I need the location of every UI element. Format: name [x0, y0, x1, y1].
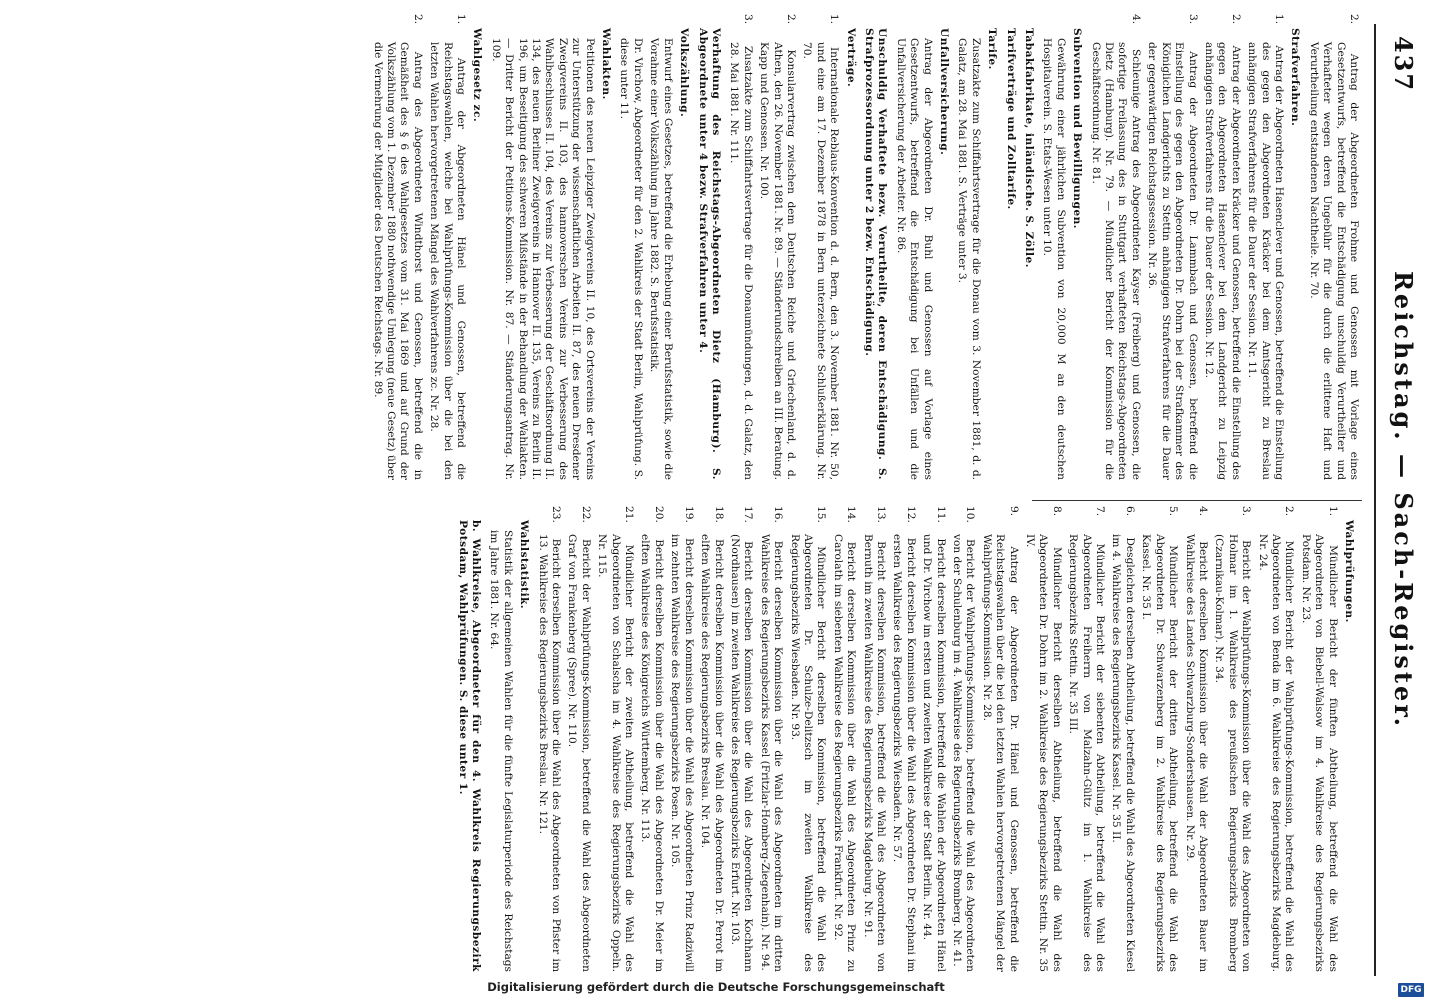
- page-number: 437: [1389, 36, 1418, 93]
- section-heading: Strafverfahren.: [1289, 28, 1302, 127]
- entry-number: 20.: [652, 506, 665, 523]
- entry-number: 17.: [742, 506, 755, 523]
- section-heading: Wahlstatistik.: [518, 520, 531, 610]
- entry-text: Bericht derselben Kommission, betreffend die Wahl des Abgeordneten von Bernuth im zweiten Wahlkreise des Regierungsbezirks Magdeburg. Nr. 91.: [861, 534, 887, 973]
- section-heading: Wahlprüfungen.: [1343, 520, 1355, 623]
- entry-number: 22.: [579, 506, 592, 523]
- entry-text: Bericht derselben Kommission über die Wahl des Abgeordneten Kochhann (Nordhausen) im zweiten Wahlkreise des Regierungsbezirks Erfurt. Nr. 103.: [728, 534, 755, 972]
- entry-text: Bericht der Wahlprüfungs-Kommission, betreffend die Wahl des Abgeordneten Graf von Frankenberg (Spree). Nr. 110.: [566, 534, 592, 972]
- register-entry: [638, 506, 665, 973]
- register-entry: [595, 506, 636, 972]
- right-column: [452, 506, 1360, 973]
- entry-number: 5.: [1167, 506, 1180, 517]
- register-entry: [757, 14, 797, 480]
- entry-number: 18.: [712, 506, 725, 523]
- register-entry: [757, 506, 785, 973]
- entry-number: 4.: [1129, 14, 1142, 25]
- register-note: Petitionen des neuen Leipziger Zweigvereins II. 10, des Ortsvereins der Vereins zur Unterstützung der wissenschaftlichen Arbeiten II. 87, des neuen Dresdener Zweigvereins II. 103, des hannoverschen Vereins zur Verbesserung des Wahlbeschlusses II. 104, des Vereins zur Verbesserung der Geschäftsordnung II. 134, des neuen Berliner Zweigvereins in Hannover II. 135, Vereins zu Berlin II. 196, um Beseitigung des schweren Mißstände in der Behandlung der Wahlakten. — Dritter Bericht der Petitions-Kommission. Nr. 87. — Ständerungsantrag. Nr. 109.: [489, 38, 596, 480]
- register-entry: [1245, 14, 1285, 480]
- entry-text: Konsularvertrag zwischen dem Deutschen Reiche und Griechenland, d. d. Athen, den 26. November 1881. Nr. 89. — Ständerundschreiben an III. Beratung. Kapp und Genossen. Nr. 100.: [758, 42, 797, 480]
- entry-number: 1.: [455, 14, 468, 25]
- register-entry: [1202, 14, 1242, 480]
- section-heading: Verhaftung des Reichstags-Abgeordneten Dietz (Hamburg). S. Abgeordnete unter 4 bezw. Strafverfahren unter 4.: [696, 28, 722, 480]
- entry-number: 1.: [1272, 14, 1285, 25]
- section-heading: Subvention und Bewilligungen.: [1071, 28, 1084, 229]
- register-note: Statistik der allgemeinen Wahlen für die fünfte Legislaturperiode des Reichstags im Jahre 1881. Nr. 64.: [488, 530, 514, 972]
- entry-text: Antrag der Abgeordneten Frohme und Genossen mit Vorlage eines Gesetzentwurfs, betreffend die Entschädigung unschuldig Verurtheilter und Verhafteter wegen deren Ungebühr für die durch die erlittene Haft und Verurtheilung entstandenen Nachtheile. Nr. 70.: [1307, 42, 1360, 480]
- dfg-logo: DFG: [1398, 983, 1424, 997]
- register-entry: [1212, 506, 1253, 972]
- entry-number: 15.: [815, 506, 828, 523]
- entry-text: Schleunige Antrag des Abgeordneten Kayser (Freiberg) und Genossen, die sofortige Freilassung des in Stuttgart verhafteten Reichstags-Abgeordneten Dietz (Hamburg). Nr. 79. — Mündlicher Bericht der Kommission für die Geschäftsordnung. Nr. 81.: [1089, 42, 1142, 480]
- entry-text: Antrag der Abgeordneten Hänel und Genossen, betreffend die Reichstagswahlen, welche bei Wahlprüfungs-Kommission über die bei den letzten Wahlen hervorgetretenen Mängel des Wahlverfahrens zc. Nr. 28.: [428, 42, 468, 481]
- register-entry: [1139, 506, 1180, 972]
- register-entry: [427, 14, 468, 481]
- entry-number: 6.: [1123, 506, 1136, 517]
- entry-text: Mündlicher Bericht der zweiten Abtheilung, betreffend die Wahl des Abgeordneten von Schalscha im 4. Wahlkreise des Regierungsbezirks Oppeln. Nr. 115.: [596, 534, 636, 972]
- entry-text: Internationale Reblaus-Konvention d. d. Bern, den 3. November 1881. Nr. 50, und eine am 17. Dezember 1878 in Bern unterzeichnete Schlußerklärung. Nr. 70.: [801, 42, 841, 480]
- entry-text: Bericht der Wahlprüfungs-Kommission über die Wahl des Abgeordneten von Holmar im 1. Wahlkreise des preußischen Regierungsbezirks Bromberg (Czarnikau-Kolmar). Nr. 34.: [1213, 534, 1253, 972]
- register-entry: [1109, 506, 1136, 972]
- register-entry: [890, 506, 917, 972]
- entry-number: 3.: [741, 14, 754, 25]
- register-entry: [1298, 506, 1339, 972]
- entry-text: Antrag der Abgeordneten Hasenclever und Genossen, betreffend die Einstellung des gegen den Abgeordneten Kräcker bei dem Amtsgericht zu Breslau anhängigen Strafverfahrens für die Dauer der Session. Nr. 11.: [1246, 42, 1285, 480]
- register-entry: [727, 14, 754, 480]
- section-heading: Verträge.: [844, 28, 857, 88]
- register-entry: [787, 506, 828, 972]
- section-heading: Wahlgesetz zc.: [471, 28, 484, 123]
- column-rule: [1032, 500, 1362, 501]
- register-entry: [1088, 14, 1142, 480]
- running-head: Reichstag. — Sach-Register.: [1389, 270, 1418, 730]
- entry-text: Mündlicher Bericht derselben Kommission, betreffend die Wahl des Abgeordneten Dr. Schulze-Delitzsch im zweiten Wahlkreise des Regierungsbezirks Wiesbaden. Nr. 93.: [788, 534, 828, 972]
- header-rule: [1374, 24, 1376, 976]
- register-entry: [979, 506, 1020, 973]
- entry-number: 2.: [1229, 14, 1242, 25]
- entry-number: 19.: [682, 506, 695, 523]
- register-entry: [830, 506, 858, 972]
- register-entry: [728, 506, 755, 972]
- entry-number: 2.: [784, 14, 797, 25]
- section-heading: b. Wahlkreise, Abgeordneter für den 4. Wahlkreis Regierungsbezirk Potsdam, Wahlprüfungen. S. diese unter 1.: [456, 520, 483, 972]
- section-heading: Tabakfabrikate, inländische. S. Zölle.: [1023, 28, 1036, 268]
- register-entry: [668, 506, 695, 972]
- entry-number: 7.: [1094, 506, 1107, 517]
- entry-text: Bericht derselben Kommission über die Wahl der Abgeordneten Bauer im Wahlkreise des Landes Schwarzburg-Sondershausen. Nr. 29.: [1183, 534, 1209, 972]
- entry-text: Antrag der Abgeordneten Dr. Hänel und Genossen, betreffend die Reichstagswahlen über die bei den letzten Wahlen hervorgetretenen Mängel der Wahlprüfungs-Kommission. Nr. 28.: [980, 534, 1020, 973]
- digitization-credit: Digitalisierung gefördert durch die Deutsche Forschungsgemeinschaft: [487, 980, 945, 994]
- register-entry: [565, 506, 592, 972]
- entry-number: 13.: [875, 506, 887, 523]
- section-heading: Tarifverträge und Zolltarife.: [1004, 28, 1017, 210]
- entry-number: 4.: [1196, 506, 1209, 517]
- entry-number: 3.: [1240, 506, 1253, 517]
- entry-number: 1.: [1326, 506, 1339, 517]
- register-note: Entwurf eines Gesetzes, betreffend die Erhebung einer Berufsstatistik, sowie die Vorahme einer Volkszählung im Jahre 1882. S. Berufsstatistik.: [648, 38, 674, 480]
- register-entry: [1066, 506, 1107, 972]
- register-entry: [800, 14, 841, 480]
- entry-text: Bericht derselben Kommission über die Wahl des Abgeordneten Dr. Stephani im ersten Wahlkreise des Regierungsbezirks Wiesbaden. Nr. 57.: [891, 534, 917, 972]
- register-entry: [1182, 506, 1209, 972]
- register-entry: [1255, 506, 1296, 972]
- entry-number: 2.: [1348, 14, 1360, 25]
- register-entry: [950, 506, 977, 972]
- entry-number: 11.: [934, 506, 947, 523]
- entry-text: Bericht der Wahlprüfungs-Kommission, betreffend die Wahl des Abgeordneten von der Schulenburg im 4. Wahlkreise des Regierungsbezirks Bromberg. Nr. 41.: [951, 534, 977, 972]
- entry-text: Mündlicher Bericht der fünften Abtheilung, betreffend die Wahl des Abgeordneten von Biebell-Walsow im 4. Wahlkreise des Regierungsbezirks Potsdam. Nr. 23.: [1299, 534, 1339, 972]
- register-entry: [1145, 14, 1199, 480]
- entry-number: 12.: [904, 506, 917, 523]
- register-note: Antrag der Abgeordneten Dr. Buhl und Genossen auf Vorlage eines Gesetzentwurfs, betreffend die Entschädigung bei Unfällen und die Unfallversicherung der Arbeiter. Nr. 86.: [894, 38, 934, 480]
- entry-text: Zusatzakte zum Schiffahrtsvertrage für die Donaumündungen, d. d. Galatz, den 28. Mai 1881. Nr. 111.: [728, 42, 754, 480]
- entry-text: Mündlicher Bericht der Wahlprüfungs-Kommission, betreffend die Wahl des Abgeordneten von Benda im 6. Wahlkreise des Regierungsbezirks Magdeburg. Nr. 24.: [1256, 534, 1296, 972]
- entry-text: Bericht derselben Kommission über die Wahl des Abgeordneten Dr. Perrot im elften Wahlkreise des Regierungsbezirks Breslau. Nr. 104.: [699, 534, 725, 972]
- entry-text: Bericht derselben Kommission über die Wahl des Abgeordneten Dr. Meier im elften Wahlkreise des Königreichs Württemberg. Nr. 113.: [639, 534, 665, 973]
- entry-number: 14.: [845, 506, 858, 523]
- entry-number: 2.: [1283, 506, 1296, 517]
- entry-number: 10.: [964, 506, 977, 523]
- register-note: Dr. Virchow, Abgeordneter für den 2. Wahlkreis der Stadt Berlin, Wahlprüfung. S. diese unter 11.: [618, 38, 644, 480]
- entry-number: 16.: [772, 506, 785, 523]
- register-note: Gewährung einer jährlichen Subvention von 20,000 M an den deutschen Hospitalverein. S. Etats-Wesen unter 10.: [1041, 38, 1067, 480]
- entry-text: Antrag des Abgeordneten Windthorst und Genossen, betreffend die in Gemäßheit des § 6 des Wahlgesetzes vom 31. Mai 1869 und auf Grund der Volkszählung vom 1. Dezember 1880 nothwendige Umlegung (neue Gesetz) über die Vermehrung der Mitglieder des Deutschen Reichstags. Nr. 89.: [371, 42, 424, 480]
- register-note: Zusatzakte zum Schiffahrtsvertrage für die Donau vom 3. November 1881, d. d. Galatz, am 28. Mai 1881. S. Verträge unter 3.: [956, 38, 982, 480]
- section-heading: Tarife.: [986, 28, 999, 70]
- section-heading: Unfallversicherung.: [938, 28, 951, 156]
- entry-text: Bericht derselben Kommission über die Wahl des Abgeordneten von Pfister im 13. Wahlkreise des Regierungsbezirks Breslau. Nr. 121.: [536, 534, 563, 972]
- entry-text: Bericht derselben Kommission, betreffend die Wahlen der Abgeordneten Hänel und Dr. Virchow im ersten und zweiten Wahlkreise der Stadt Berlin. Nr. 44.: [921, 534, 947, 972]
- entry-text: Bericht derselben Kommission über die Wahl des Abgeordneten im dritten Wahlkreise des Regierungsbezirks Kassel (Fritzlar-Homberg-Ziegenhain). Nr. 94.: [758, 534, 785, 973]
- entry-text: Mündlicher Bericht der dritten Abtheilung, betreffend die Wahl des Abgeordneten Dr. Schwarzenberg im 2. Wahlkreise des Regierungsbezirks Kassel. Nr. 35 I.: [1140, 534, 1180, 972]
- register-entry: [1023, 506, 1063, 972]
- register-entry: [370, 14, 424, 480]
- left-column: [367, 14, 1360, 481]
- entry-text: Bericht derselben Kommission über die Wahl des Abgeordneten Prinz zu Carolath im siebenten Wahlkreise des Regierungsbezirks Frankfurt. Nr. 92.: [831, 534, 858, 972]
- entry-number: 2.: [411, 14, 424, 25]
- entry-text: Desgleichen derselben Abtheilung, betreffend die Wahl des Abgeordneten Kiesel im 4. Wahlkreise des Regierungsbezirks Kassel. Nr. 35 II.: [1110, 534, 1136, 972]
- entry-text: Mündlicher Bericht der siebenten Abtheilung, betreffend die Wahl des Abgeordneten Freiherrn von Malzahn-Gültz im 1. Wahlkreise des Regierungsbezirks Stettin. Nr. 35 III.: [1067, 534, 1107, 972]
- entry-number: 9.: [1007, 506, 1020, 517]
- entry-text: Antrag der Abgeordneten Kräcker und Genossen, betreffend die Einstellung des gegen den Abgeordneten Hasenclever bei dem Landgericht zu Leipzig anhängigen Strafverfahrens für die Dauer der Session. Nr. 12.: [1202, 42, 1242, 480]
- entry-text: Antrag der Abgeordneten Dr. Lammbach und Genossen, betreffend die Einstellung des gegen den Abgeordneten Dr. Dohrn bei der Strafkammer des Königlichen Landgerichts zu Stettin anhängigen Strafverfahrens für die Dauer der gegenwärtigen Reichstagssession. Nr. 36.: [1146, 42, 1199, 480]
- entry-number: 21.: [623, 506, 636, 523]
- register-entry: [1306, 14, 1360, 480]
- entry-number: 8.: [1050, 506, 1063, 517]
- section-heading: Volkszählung.: [678, 28, 691, 118]
- section-heading: Unschuldig Verhaftete bezw. Verurtheilte, deren Entschädigung. S. Strafprozessordnung unter 2 bezw. Entschädigung.: [863, 28, 889, 480]
- register-entry: [698, 506, 725, 972]
- entry-number: 23.: [550, 506, 563, 523]
- entry-number: 1.: [828, 14, 841, 25]
- entry-text: Mündlicher Bericht derselben Abtheilung, betreffend die Wahl des Abgeordneten Dr. Dohrn im 2. Wahlkreise des Regierungsbezirks Stettin. Nr. 35 IV.: [1024, 534, 1063, 972]
- register-entry: [535, 506, 563, 972]
- entry-text: Bericht derselben Kommission über die Wahl des Abgeordneten Prinz Radziwill im zehnten Wahlkreise des Regierungsbezirks Posen. Nr. 105.: [669, 534, 695, 972]
- entry-number: 3.: [1186, 14, 1199, 25]
- section-heading: Wahlakten.: [600, 28, 613, 100]
- register-entry: [920, 506, 947, 972]
- register-entry: [860, 506, 887, 973]
